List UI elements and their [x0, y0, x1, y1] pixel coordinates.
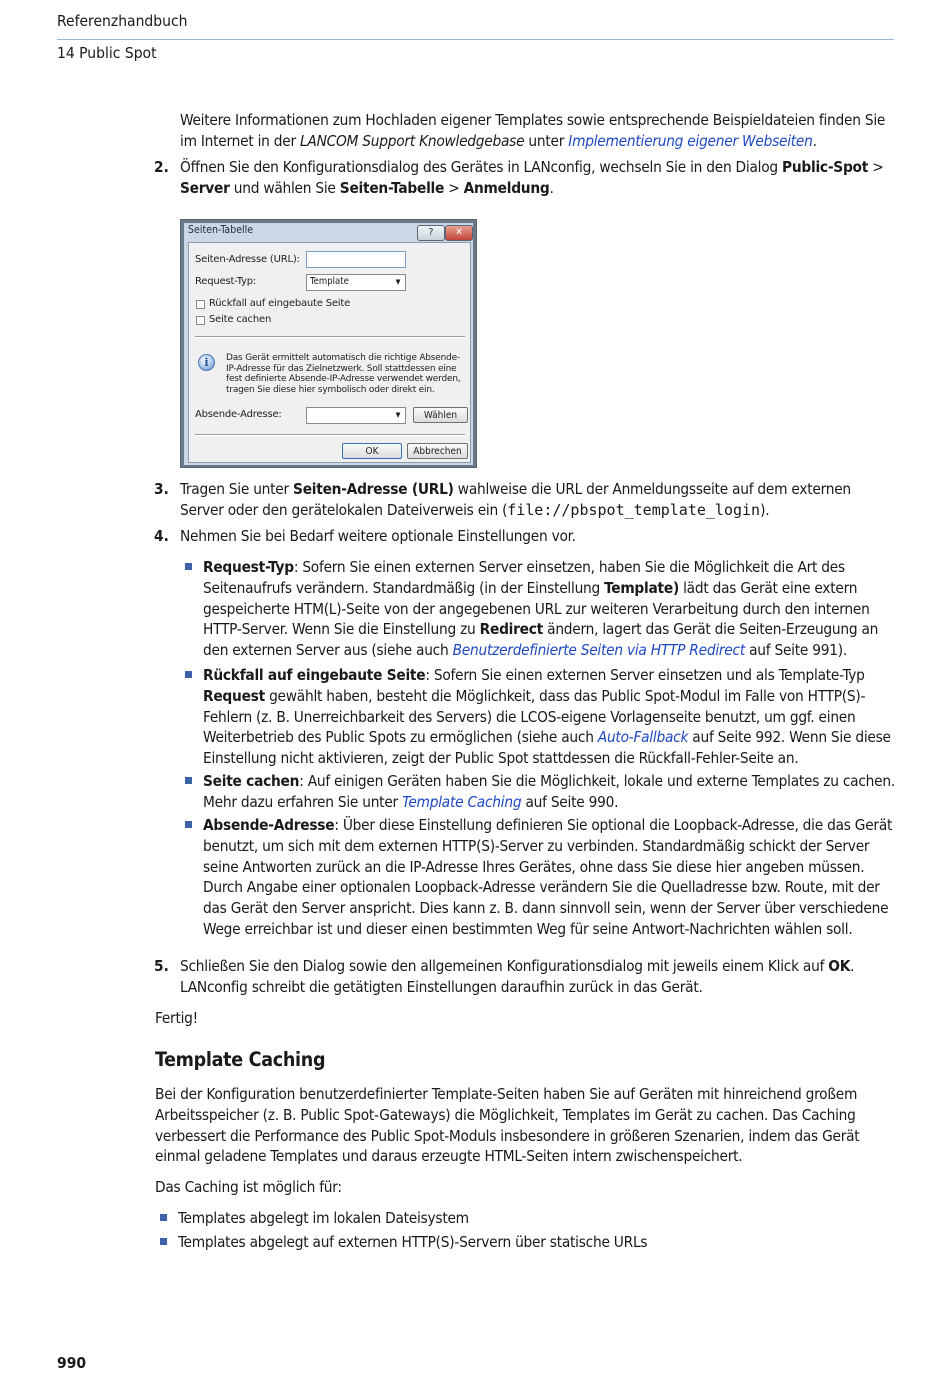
- url-label: Seiten-Adresse (URL):: [195, 254, 300, 265]
- bullet-term: Seite cachen: [203, 772, 300, 790]
- bullet-text: : Sofern Sie einen externen Server einsetzen und als Template-Typ: [425, 666, 865, 684]
- info-text: Das Gerät ermittelt automatisch die richtige Absende-IP-Adresse für das Zielnetzwerk. Soll stattdessen eine fest definierte Absende-IP-Adresse verwendet werden, tragen Sie diese hier symbolisch oder direkt ein.: [226, 353, 461, 395]
- menu-server: Server: [180, 178, 230, 197]
- file-reference-code: file://pbspot_template_login: [507, 500, 761, 519]
- bullet-term: Redirect: [479, 620, 544, 639]
- step-5-text: [180, 956, 896, 998]
- step-text: .: [549, 178, 554, 197]
- step-number: 4.: [154, 527, 169, 545]
- cancel-button[interactable]: Abbrechen: [407, 443, 468, 459]
- close-button[interactable]: ✕: [445, 225, 473, 241]
- bullet-term: Template): [604, 578, 679, 597]
- info-icon: i: [198, 354, 215, 371]
- list-item: Templates abgelegt auf externen HTTP(S)-Servern über statische URLs: [178, 1233, 648, 1251]
- done-text: Fertig!: [155, 1009, 198, 1027]
- dialog-divider: [195, 434, 465, 436]
- list-item: Templates abgelegt im lokalen Dateisystem: [178, 1209, 469, 1227]
- bullet-term: Rückfall auf eingebaute Seite: [203, 666, 426, 684]
- implementierung-link[interactable]: Implementierung eigener Webseiten: [568, 131, 813, 150]
- intro-text: .: [812, 131, 817, 150]
- step-text: >: [868, 158, 884, 176]
- fallback-label: Rückfall auf eingebaute Seite: [209, 298, 351, 309]
- fallback-checkbox[interactable]: [196, 300, 205, 309]
- step-text: Öffnen Sie den Konfigurationsdialog des Gerätes in LANconfig, wechseln Sie in den Dialog: [180, 158, 783, 176]
- intro-text: unter: [524, 131, 569, 150]
- auto-fallback-link[interactable]: Auto-Fallback: [597, 728, 689, 747]
- choose-button[interactable]: Wählen: [413, 407, 468, 423]
- field-seiten-adresse: Seiten-Adresse (URL): [293, 480, 454, 498]
- step-text: und wählen Sie: [229, 178, 340, 197]
- bullet-text: lädt das Gerät eine extern gespeicherte HTM(L)-Seite von der angegebenen URL zur weiteren Verarbeitung durch den internen HTTP-Server. Wenn Sie die Einstellung zu: [203, 578, 870, 639]
- section-paragraph: Bei der Konfiguration benutzerdefinierter Template-Seiten haben Sie auf Geräten mit hinreichend großem Arbeitsspeicher (z. B. Public Spot-Gateways) die Möglichkeit, Templates im Gerät zu cachen. Das Caching verbessert die Performance des Public Spot-Moduls insbesondere in größeren Szenarien, indem das Gerät einmal geladene Templates und daraus erzeugte HTML-Seiten intern zwischenspeichert.: [155, 1085, 860, 1166]
- menu-seiten-tabelle: Seiten-Tabelle: [339, 178, 445, 197]
- step-number: 3.: [154, 480, 169, 498]
- seiten-tabelle-dialog: [180, 219, 477, 468]
- bullet-marker: [185, 777, 192, 784]
- step-text: Schließen Sie den Dialog sowie den allgemeinen Konfigurationsdialog mit jeweils einem Klick auf: [180, 957, 829, 975]
- dialog-body: [188, 242, 471, 463]
- step-text: ).: [760, 500, 770, 519]
- sender-address-select[interactable]: [306, 407, 406, 424]
- request-type-select[interactable]: [306, 274, 406, 291]
- ok-term: OK: [828, 957, 851, 975]
- menu-public-spot: Public-Spot: [782, 158, 869, 176]
- section-paragraph: Das Caching ist möglich für:: [155, 1178, 342, 1196]
- bullet-text: auf Seite 991).: [744, 641, 847, 660]
- bullet-text: : Auf einigen Geräten haben Sie die Möglichkeit, lokale und externe Templates zu cachen. Mehr dazu erfahren Sie unter: [203, 772, 895, 811]
- bullet-term: Request-Typ: [203, 558, 294, 576]
- bullet-term: Request: [203, 686, 265, 705]
- bullet-marker: [185, 563, 192, 570]
- bullet-text: ändern, lagert das Gerät die Seiten-Erzeugung an den externen Server aus (siehe auch: [203, 620, 879, 660]
- menu-anmeldung: Anmeldung: [463, 178, 550, 197]
- header-rule: [57, 39, 894, 40]
- cache-checkbox[interactable]: [196, 316, 205, 325]
- bullet-marker: [185, 671, 192, 678]
- dialog-divider: [195, 336, 465, 338]
- step-text: wahlweise die URL der Anmeldungsseite auf dem externen Server oder den gerätelokalen Dateiverweis ein (: [180, 480, 851, 519]
- step-number: 2.: [154, 158, 169, 176]
- bullet-rueckfall: [203, 665, 896, 769]
- bullet-text: auf Seite 990.: [521, 792, 619, 811]
- intro-text: Weitere Informationen zum Hochladen eigener Templates sowie entsprechende Beispieldateien finden Sie im Internet in der: [180, 111, 886, 150]
- url-input[interactable]: [306, 251, 406, 268]
- bullet-marker: [160, 1214, 167, 1221]
- step-3-text: [180, 479, 896, 521]
- step-text: . LANconfig schreibt die getätigten Einstellungen daraufhin zurück in das Gerät.: [180, 957, 855, 996]
- bullet-marker: [160, 1238, 167, 1245]
- section-heading: Template Caching: [155, 1048, 326, 1071]
- sender-address-label: Absende-Adresse:: [195, 409, 282, 420]
- step-text: Tragen Sie unter: [180, 480, 294, 498]
- template-caching-link[interactable]: Template Caching: [402, 792, 522, 811]
- bullet-seite-cachen: [203, 771, 896, 813]
- cache-label: Seite cachen: [209, 314, 272, 325]
- request-type-label: Request-Typ:: [195, 276, 257, 287]
- bullet-text: auf Seite 992. Wenn Sie diese Einstellung nicht aktivieren, zeigt der Public Spot stattdessen die Rückfall-Fehler-Seite an.: [203, 728, 891, 768]
- bullet-text: : Sofern Sie einen externen Server einsetzen, haben Sie die Möglichkeit die Art des Seitenaufrufs verändern. Standardmäßig (in der Einstellung: [203, 558, 845, 597]
- bullet-term: Absende-Adresse: [203, 816, 335, 834]
- bullet-absende-adresse: [203, 815, 896, 940]
- running-header-title: Referenzhandbuch: [57, 12, 188, 30]
- redirect-link[interactable]: Benutzerdefinierte Seiten via HTTP Redirect: [452, 641, 745, 660]
- help-button[interactable]: ?: [417, 225, 445, 241]
- request-type-value: Template: [310, 276, 349, 287]
- bullet-text: : Über diese Einstellung definieren Sie optional die Loopback-Adresse, die das Gerät benutzt, um sich mit dem externen HTTP(S)-Server zu verbinden. Standardmäßig schickt der Server seine Antworten zurück an die IP-Adresse Ihres Gerätes, ohne dass Sie diese hier angeben müssen. Durch Angabe einer optionalen Loopback-Adresse verändern Sie die Quelladresse bzw. Route, mit der das Gerät den Server anspricht. Dies kann z. B. dann sinnvoll sein, wenn der Server über verschiedene Wege erreichbar ist und dieser einen bestimmten Weg für seine Antwort-Nachrichten wählen soll.: [203, 816, 893, 938]
- chevron-down-icon: ▼: [395, 278, 401, 286]
- step-number: 5.: [154, 957, 169, 975]
- bullet-text: gewählt haben, besteht die Möglichkeit, dass das Public Spot-Modul im Falle von HTTP(S)-Fehlern (z. B. Unerreichbarkeit des Servers) die LCOS-eigene Vorlagenseite benutzt, um ggf. einen Weiterbetrieb des Public Spots zu ermöglichen (siehe auch: [203, 686, 866, 747]
- ok-button[interactable]: OK: [342, 443, 402, 459]
- step-2-text: [180, 157, 896, 199]
- bullet-marker: [185, 821, 192, 828]
- intro-paragraph: [180, 110, 896, 152]
- step-4-text: Nehmen Sie bei Bedarf weitere optionale Einstellungen vor.: [180, 527, 576, 545]
- knowledgebase-name: LANCOM Support Knowledgebase: [300, 131, 525, 150]
- running-header-chapter: 14 Public Spot: [57, 44, 157, 62]
- bullet-request-typ: [203, 557, 896, 661]
- dialog-frame: [184, 223, 473, 465]
- chevron-down-icon: ▼: [395, 411, 401, 419]
- page-number: 990: [57, 1354, 87, 1372]
- step-text: >: [444, 178, 464, 197]
- dialog-title: Seiten-Tabelle: [188, 224, 254, 236]
